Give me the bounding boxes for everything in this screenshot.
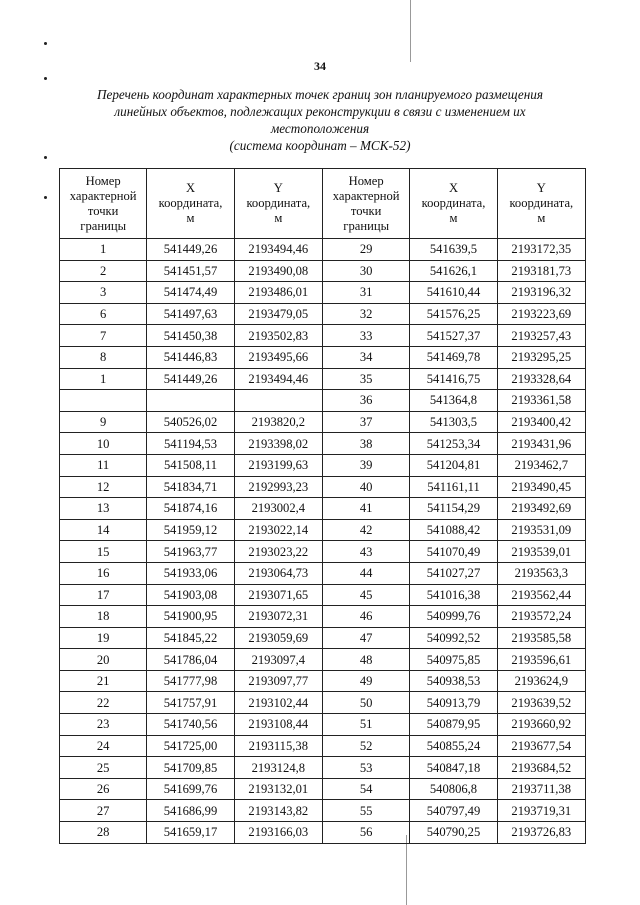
- cell-y-coordinate: 2193495,66: [234, 346, 322, 368]
- cell-x-coordinate: 540938,53: [410, 670, 497, 692]
- cell-y-coordinate: 2193115,38: [234, 735, 322, 757]
- cell-x-coordinate: 541959,12: [147, 519, 234, 541]
- header-point-number: [323, 169, 410, 239]
- cell-point-number: 54: [323, 778, 410, 800]
- table-row: [60, 714, 323, 736]
- cell-x-coordinate: 541900,95: [147, 606, 234, 628]
- cell-x-coordinate: 541699,76: [147, 778, 234, 800]
- table-header-row: [60, 169, 323, 239]
- cell-point-number: 3: [60, 282, 147, 304]
- cell-y-coordinate: 2193726,83: [497, 822, 585, 844]
- header-text: м: [186, 211, 195, 225]
- cell-y-coordinate: 2193492,69: [497, 498, 585, 520]
- cell-y-coordinate: 2193223,69: [497, 303, 585, 325]
- table-row: [323, 498, 586, 520]
- cell-point-number: 33: [323, 325, 410, 347]
- cell-y-coordinate: 2193196,32: [497, 282, 585, 304]
- cell-y-coordinate: 2193023,22: [234, 541, 322, 563]
- cell-x-coordinate: 541508,11: [147, 454, 234, 476]
- cell-x-coordinate: 541626,1: [410, 260, 497, 282]
- table-row: [323, 692, 586, 714]
- cell-point-number: 55: [323, 800, 410, 822]
- cell-x-coordinate: 541446,83: [147, 346, 234, 368]
- cell-point-number: 14: [60, 519, 147, 541]
- cell-x-coordinate: 540797,49: [410, 800, 497, 822]
- cell-point-number: 34: [323, 346, 410, 368]
- table-row: [60, 498, 323, 520]
- cell-x-coordinate: 541834,71: [147, 476, 234, 498]
- header-text: точки: [350, 203, 382, 218]
- title-line: местоположения: [270, 121, 370, 136]
- cell-y-coordinate: 2193132,01: [234, 778, 322, 800]
- table-row: [323, 433, 586, 455]
- table-row: [60, 692, 323, 714]
- cell-x-coordinate: 541474,49: [147, 282, 234, 304]
- cell-y-coordinate: 2193624,9: [497, 670, 585, 692]
- table-row: [323, 368, 586, 390]
- cell-x-coordinate: [147, 390, 234, 412]
- table-row: [60, 606, 323, 628]
- table-row: [323, 800, 586, 822]
- table-row: [60, 822, 323, 844]
- cell-point-number: 22: [60, 692, 147, 714]
- table-row: [323, 822, 586, 844]
- header-text: координата,: [158, 196, 223, 210]
- table-row: [323, 476, 586, 498]
- cell-point-number: 56: [323, 822, 410, 844]
- cell-point-number: 23: [60, 714, 147, 736]
- cell-y-coordinate: 2193719,31: [497, 800, 585, 822]
- cell-y-coordinate: 2193462,7: [497, 454, 585, 476]
- cell-x-coordinate: 541963,77: [147, 541, 234, 563]
- header-text: границы: [80, 218, 127, 233]
- scan-dot: [44, 42, 47, 45]
- title-line: линейных объектов, подлежащих реконструкции в связи с изменением их: [114, 104, 526, 119]
- cell-point-number: 47: [323, 627, 410, 649]
- table-row: [60, 584, 323, 606]
- cell-y-coordinate: 2193585,58: [497, 627, 585, 649]
- table-row: [60, 778, 323, 800]
- cell-y-coordinate: 2193097,4: [234, 649, 322, 671]
- cell-point-number: [60, 390, 147, 412]
- cell-x-coordinate: 541709,85: [147, 757, 234, 779]
- cell-y-coordinate: 2193596,61: [497, 649, 585, 671]
- cell-point-number: 44: [323, 562, 410, 584]
- title-line: (система координат – МСК-52): [229, 138, 411, 153]
- table-row: [323, 670, 586, 692]
- table-row: [323, 454, 586, 476]
- cell-y-coordinate: 2193531,09: [497, 519, 585, 541]
- cell-point-number: 1: [60, 239, 147, 261]
- cell-x-coordinate: 541659,17: [147, 822, 234, 844]
- table-row: [60, 303, 323, 325]
- table-row: [60, 325, 323, 347]
- table-row: [60, 260, 323, 282]
- table-row: [323, 346, 586, 368]
- cell-x-coordinate: 540913,79: [410, 692, 497, 714]
- cell-x-coordinate: 541016,38: [410, 584, 497, 606]
- table-row: [60, 519, 323, 541]
- cell-y-coordinate: 2193328,64: [497, 368, 585, 390]
- header-text: X: [185, 181, 196, 195]
- title-line: Перечень координат характерных точек границ зон планируемого размещения: [96, 87, 544, 102]
- cell-x-coordinate: 541497,63: [147, 303, 234, 325]
- cell-y-coordinate: 2193361,58: [497, 390, 585, 412]
- page-number: 34: [314, 59, 326, 73]
- cell-x-coordinate: 541725,00: [147, 735, 234, 757]
- table-row: [60, 627, 323, 649]
- cell-point-number: 21: [60, 670, 147, 692]
- header-point-number: [60, 169, 147, 239]
- cell-point-number: 29: [323, 239, 410, 261]
- table-row: [60, 368, 323, 390]
- cell-y-coordinate: 2193820,2: [234, 411, 322, 433]
- cell-y-coordinate: 2193684,52: [497, 757, 585, 779]
- header-text: характерной: [332, 188, 400, 203]
- cell-point-number: 30: [323, 260, 410, 282]
- cell-y-coordinate: 2193562,44: [497, 584, 585, 606]
- cell-point-number: 51: [323, 714, 410, 736]
- cell-x-coordinate: 541416,75: [410, 368, 497, 390]
- cell-y-coordinate: 2193398,02: [234, 433, 322, 455]
- cell-x-coordinate: 541088,42: [410, 519, 497, 541]
- cell-point-number: 24: [60, 735, 147, 757]
- cell-x-coordinate: 541933,06: [147, 562, 234, 584]
- cell-x-coordinate: 541576,25: [410, 303, 497, 325]
- header-text: м: [274, 211, 283, 225]
- header-y-coordinate: [497, 169, 585, 239]
- cell-y-coordinate: 2193490,45: [497, 476, 585, 498]
- cell-y-coordinate: 2193097,77: [234, 670, 322, 692]
- header-text: Номер: [348, 173, 384, 188]
- cell-point-number: 36: [323, 390, 410, 412]
- cell-x-coordinate: 540999,76: [410, 606, 497, 628]
- cell-point-number: 52: [323, 735, 410, 757]
- cell-y-coordinate: 2193072,31: [234, 606, 322, 628]
- cell-x-coordinate: 541204,81: [410, 454, 497, 476]
- cell-point-number: 11: [60, 454, 147, 476]
- cell-x-coordinate: 541451,57: [147, 260, 234, 282]
- cell-point-number: 49: [323, 670, 410, 692]
- header-text: X: [448, 181, 459, 195]
- cell-y-coordinate: 2193071,65: [234, 584, 322, 606]
- cell-y-coordinate: 2193479,05: [234, 303, 322, 325]
- cell-x-coordinate: 541469,78: [410, 346, 497, 368]
- table-row: [323, 584, 586, 606]
- cell-y-coordinate: 2193494,46: [234, 368, 322, 390]
- cell-point-number: 18: [60, 606, 147, 628]
- table-row: [323, 649, 586, 671]
- header-text: координата,: [421, 196, 486, 210]
- cell-point-number: 46: [323, 606, 410, 628]
- cell-point-number: 32: [323, 303, 410, 325]
- header-text: Y: [273, 181, 283, 195]
- cell-x-coordinate: 541303,5: [410, 411, 497, 433]
- cell-point-number: 26: [60, 778, 147, 800]
- cell-point-number: 45: [323, 584, 410, 606]
- table-row: [323, 260, 586, 282]
- cell-point-number: 27: [60, 800, 147, 822]
- cell-x-coordinate: 541161,11: [410, 476, 497, 498]
- table-row: [323, 757, 586, 779]
- table-row: [60, 541, 323, 563]
- cell-y-coordinate: 2193199,63: [234, 454, 322, 476]
- header-text: Y: [536, 181, 546, 195]
- header-text: координата,: [509, 196, 574, 210]
- cell-point-number: 28: [60, 822, 147, 844]
- cell-y-coordinate: 2193502,83: [234, 325, 322, 347]
- cell-point-number: 13: [60, 498, 147, 520]
- table-row: [323, 325, 586, 347]
- cell-y-coordinate: 2193677,54: [497, 735, 585, 757]
- cell-x-coordinate: 541253,34: [410, 433, 497, 455]
- cell-point-number: 17: [60, 584, 147, 606]
- table-row: [323, 627, 586, 649]
- table-header-row: [323, 169, 586, 239]
- cell-point-number: 1: [60, 368, 147, 390]
- cell-x-coordinate: 541450,38: [147, 325, 234, 347]
- table-row: [323, 303, 586, 325]
- header-x-coordinate: [410, 169, 497, 239]
- cell-point-number: 25: [60, 757, 147, 779]
- cell-x-coordinate: 540847,18: [410, 757, 497, 779]
- cell-x-coordinate: 541527,37: [410, 325, 497, 347]
- scan-dot: [44, 77, 47, 80]
- cell-point-number: 41: [323, 498, 410, 520]
- cell-point-number: 6: [60, 303, 147, 325]
- cell-y-coordinate: 2193143,82: [234, 800, 322, 822]
- cell-x-coordinate: 541154,29: [410, 498, 497, 520]
- cell-x-coordinate: 541740,56: [147, 714, 234, 736]
- cell-x-coordinate: 541777,98: [147, 670, 234, 692]
- cell-y-coordinate: 2193400,42: [497, 411, 585, 433]
- cell-y-coordinate: 2193059,69: [234, 627, 322, 649]
- cell-x-coordinate: 541364,8: [410, 390, 497, 412]
- table-row: [60, 239, 323, 261]
- cell-y-coordinate: 2193257,43: [497, 325, 585, 347]
- cell-x-coordinate: 541757,91: [147, 692, 234, 714]
- cell-x-coordinate: 540855,24: [410, 735, 497, 757]
- table-row: [323, 606, 586, 628]
- cell-y-coordinate: 2193172,35: [497, 239, 585, 261]
- header-text: характерной: [69, 188, 137, 203]
- table-row: [323, 778, 586, 800]
- table-row: [323, 714, 586, 736]
- scan-line-top: [410, 0, 411, 62]
- cell-point-number: 7: [60, 325, 147, 347]
- header-text: границы: [343, 218, 390, 233]
- cell-point-number: 38: [323, 433, 410, 455]
- cell-point-number: 37: [323, 411, 410, 433]
- table-row: [323, 282, 586, 304]
- table-row: [323, 390, 586, 412]
- cell-x-coordinate: 540879,95: [410, 714, 497, 736]
- cell-y-coordinate: [234, 390, 322, 412]
- coordinates-table-right: [322, 168, 586, 844]
- header-y-coordinate: [234, 169, 322, 239]
- cell-y-coordinate: 2193064,73: [234, 562, 322, 584]
- table-row: [323, 541, 586, 563]
- cell-point-number: 12: [60, 476, 147, 498]
- cell-y-coordinate: 2193494,46: [234, 239, 322, 261]
- cell-x-coordinate: 541610,44: [410, 282, 497, 304]
- cell-point-number: 9: [60, 411, 147, 433]
- header-text: координата,: [246, 196, 311, 210]
- cell-x-coordinate: 541027,27: [410, 562, 497, 584]
- table-row: [323, 562, 586, 584]
- table-row: [60, 282, 323, 304]
- cell-x-coordinate: 540806,8: [410, 778, 497, 800]
- table-row: [60, 390, 323, 412]
- cell-x-coordinate: 540975,85: [410, 649, 497, 671]
- coordinates-table-left: [59, 168, 323, 844]
- cell-point-number: 15: [60, 541, 147, 563]
- cell-x-coordinate: 541903,08: [147, 584, 234, 606]
- scan-dot: [44, 156, 47, 159]
- cell-y-coordinate: 2193711,38: [497, 778, 585, 800]
- document-title: [70, 86, 570, 154]
- cell-y-coordinate: 2193431,96: [497, 433, 585, 455]
- cell-y-coordinate: 2193490,08: [234, 260, 322, 282]
- cell-x-coordinate: 541639,5: [410, 239, 497, 261]
- cell-x-coordinate: 541449,26: [147, 239, 234, 261]
- cell-point-number: 8: [60, 346, 147, 368]
- scan-line-bottom: [406, 835, 407, 905]
- cell-y-coordinate: 2193539,01: [497, 541, 585, 563]
- header-text: м: [537, 211, 546, 225]
- cell-y-coordinate: 2193108,44: [234, 714, 322, 736]
- table-row: [60, 800, 323, 822]
- cell-point-number: 2: [60, 260, 147, 282]
- table-row: [323, 519, 586, 541]
- cell-point-number: 39: [323, 454, 410, 476]
- cell-y-coordinate: 2193295,25: [497, 346, 585, 368]
- cell-x-coordinate: 541194,53: [147, 433, 234, 455]
- cell-y-coordinate: 2193486,01: [234, 282, 322, 304]
- cell-point-number: 43: [323, 541, 410, 563]
- cell-x-coordinate: 540992,52: [410, 627, 497, 649]
- cell-point-number: 48: [323, 649, 410, 671]
- cell-point-number: 31: [323, 282, 410, 304]
- cell-y-coordinate: 2193563,3: [497, 562, 585, 584]
- table-row: [60, 433, 323, 455]
- cell-y-coordinate: 2193181,73: [497, 260, 585, 282]
- cell-point-number: 35: [323, 368, 410, 390]
- cell-x-coordinate: 541686,99: [147, 800, 234, 822]
- table-row: [60, 649, 323, 671]
- table-row: [60, 735, 323, 757]
- cell-y-coordinate: 2193124,8: [234, 757, 322, 779]
- cell-x-coordinate: 541845,22: [147, 627, 234, 649]
- cell-x-coordinate: 540526,02: [147, 411, 234, 433]
- cell-point-number: 50: [323, 692, 410, 714]
- cell-point-number: 40: [323, 476, 410, 498]
- table-row: [60, 670, 323, 692]
- cell-x-coordinate: 541786,04: [147, 649, 234, 671]
- cell-y-coordinate: 2193639,52: [497, 692, 585, 714]
- table-row: [323, 239, 586, 261]
- cell-point-number: 19: [60, 627, 147, 649]
- cell-point-number: 16: [60, 562, 147, 584]
- cell-y-coordinate: 2193002,4: [234, 498, 322, 520]
- table-row: [60, 476, 323, 498]
- cell-point-number: 20: [60, 649, 147, 671]
- cell-y-coordinate: 2192993,23: [234, 476, 322, 498]
- scan-dot: [44, 196, 47, 199]
- table-row: [60, 454, 323, 476]
- header-text: м: [449, 211, 458, 225]
- cell-x-coordinate: 541874,16: [147, 498, 234, 520]
- cell-y-coordinate: 2193102,44: [234, 692, 322, 714]
- cell-x-coordinate: 541449,26: [147, 368, 234, 390]
- cell-point-number: 53: [323, 757, 410, 779]
- header-text: точки: [87, 203, 119, 218]
- cell-y-coordinate: 2193166,03: [234, 822, 322, 844]
- cell-y-coordinate: 2193660,92: [497, 714, 585, 736]
- table-row: [60, 411, 323, 433]
- cell-point-number: 42: [323, 519, 410, 541]
- cell-x-coordinate: 540790,25: [410, 822, 497, 844]
- cell-y-coordinate: 2193572,24: [497, 606, 585, 628]
- table-row: [323, 735, 586, 757]
- cell-y-coordinate: 2193022,14: [234, 519, 322, 541]
- table-row: [60, 346, 323, 368]
- header-x-coordinate: [147, 169, 234, 239]
- table-row: [60, 757, 323, 779]
- header-text: Номер: [85, 173, 121, 188]
- table-row: [323, 411, 586, 433]
- cell-x-coordinate: 541070,49: [410, 541, 497, 563]
- table-row: [60, 562, 323, 584]
- cell-point-number: 10: [60, 433, 147, 455]
